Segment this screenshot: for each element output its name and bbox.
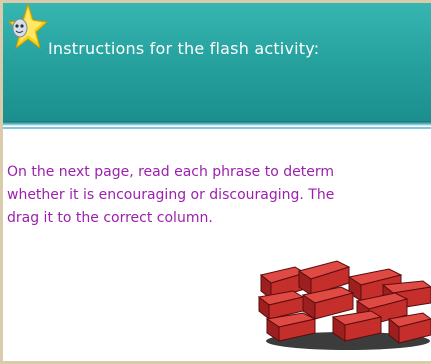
star-icon (6, 2, 48, 54)
instruction-line: On the next page, read each phrase to determ (7, 164, 334, 180)
instructions-text (7, 161, 431, 230)
slide-header (3, 3, 431, 121)
header-shadow (3, 121, 431, 126)
page-title: Instructions for the flash activity: (48, 39, 320, 58)
brick-pile-image (253, 255, 431, 355)
header-divider (3, 127, 431, 129)
instruction-line: drag it to the correct column. (7, 210, 213, 226)
instruction-line: whether it is encouraging or discouraging. The (7, 187, 335, 203)
